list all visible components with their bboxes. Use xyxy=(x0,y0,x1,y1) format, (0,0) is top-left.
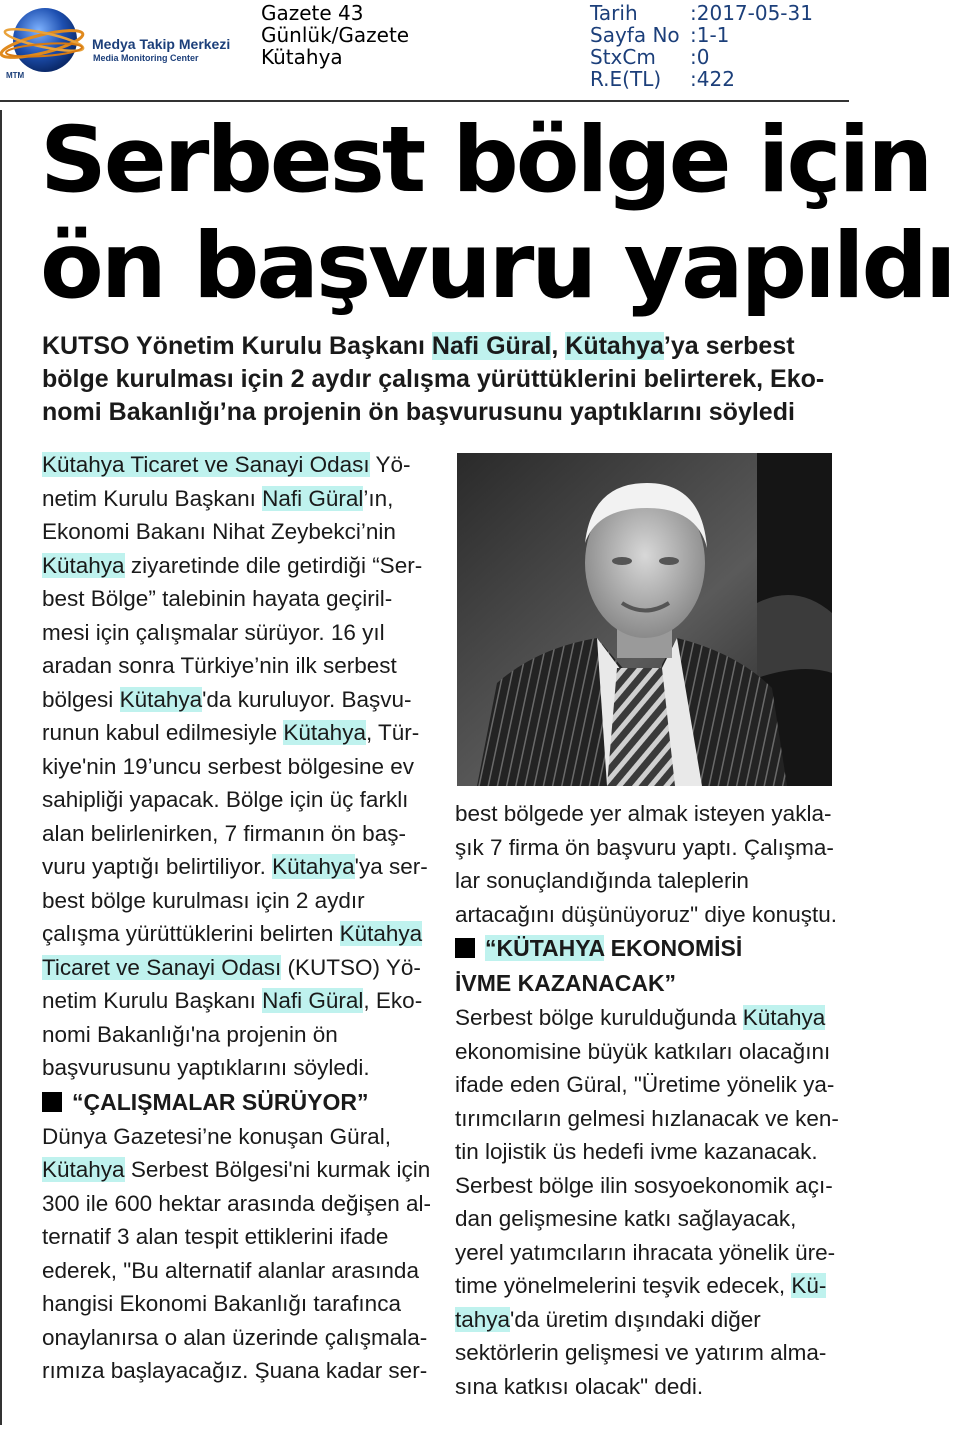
highlight-name: Nafi Güral xyxy=(431,332,552,360)
text-line: Kütahya ziyaretinde dile getirdiği “Ser- xyxy=(42,552,423,578)
text-line: best Bölge” talebinin hayata geçiril- xyxy=(42,586,393,611)
portrait-photo xyxy=(457,453,832,786)
highlight-city: Kütahya xyxy=(565,332,664,360)
text-line: netim Kurulu Başkanı Nafi Güral’ın, xyxy=(42,485,394,511)
clipping-header xyxy=(0,0,849,100)
clipping-border-left xyxy=(0,110,2,1425)
bullet-square-icon xyxy=(455,938,475,958)
medya-takip-merkezi-logo xyxy=(0,0,260,90)
text-line: şık 7 firma ön başvuru yaptı. Çalışma- xyxy=(455,834,834,860)
text-line: onaylanırsa o alan üzerinde çalışmala- xyxy=(42,1324,428,1350)
header-divider xyxy=(0,100,849,102)
text-line: alan belirlenirken, 7 firmanın ön baş- xyxy=(42,820,406,846)
meta-row-stxcm: StxCm :0 xyxy=(590,45,710,69)
text-line: rımıza başlayacağız. Şuana kadar ser- xyxy=(42,1358,428,1383)
text-line: netim Kurulu Başkanı Nafi Güral, Eko- xyxy=(42,988,423,1013)
text-line: dan gelişmesine katkı sağlayacak, xyxy=(455,1206,797,1231)
text-line: Kütahya Serbest Bölgesi'ni kurmak için xyxy=(42,1157,431,1182)
text-line: çalışma yürüttüklerini belirten Kütahya xyxy=(42,921,423,946)
text-line: ederek, "Bu alternatif alanlar arasında xyxy=(42,1257,419,1283)
lede-line-3: nomi Bakanlığı’na projenin ön başvurusunu yaptıklarını söyledi xyxy=(42,398,795,426)
text-line: sektörlerin gelişmesi ve yatırım alma- xyxy=(455,1340,827,1365)
text-line: yerel yatımcıların ihracata yönelik üre- xyxy=(455,1239,836,1265)
text-line: 300 ile 600 hektar arasında değişen al- xyxy=(42,1190,432,1216)
publication-info xyxy=(261,2,409,68)
text-line: sahipliği yapacak. Bölge için üç farklı xyxy=(42,787,409,812)
text-line: best bölgede yer almak isteyen yakla- xyxy=(455,801,832,826)
text-line: Dünya Gazetesi’ne konuşan Güral, xyxy=(42,1123,391,1149)
publication-name: Gazete 43 xyxy=(261,1,364,25)
text-line: runun kabul edilmesiyle Kütahya, Tür- xyxy=(42,720,420,745)
text-line: ternatif 3 alan tespit ettiklerini ifade xyxy=(42,1224,389,1249)
headline-line-2: ön başvuru yapıldı xyxy=(40,214,954,319)
svg-text:Medya Takip Merkezi: Medya Takip Merkezi xyxy=(92,36,231,52)
meta-row-ad-value: R.E(TL) :422 xyxy=(590,67,735,91)
subheading-calismalar: “ÇALIŞMALAR SÜRÜYOR” xyxy=(42,1085,432,1120)
text-line: artacağını düşünüyoruz" diye konuştu. xyxy=(455,901,837,927)
subheading-kutahya-ekonomisi: “KÜTAHYA EKONOMİSİ xyxy=(455,931,840,966)
bullet-square-icon xyxy=(42,1092,62,1112)
svg-text:MTM: MTM xyxy=(6,71,25,80)
text-line: mesi için çalışmalar sürüyor. 16 yıl xyxy=(42,619,385,645)
subheading-ivme-kazanacak: İVME KAZANACAK” xyxy=(455,970,677,996)
text-line: başvurusunu yaptıklarını söyledi. xyxy=(42,1055,370,1080)
text-line: tin lojistik üs hedefi ivme kazanacak. xyxy=(455,1139,818,1164)
svg-text:Media Monitoring Center: Media Monitoring Center xyxy=(93,53,199,63)
text-line: vuru yaptığı belirtiliyor. Kütahya'ya ser- xyxy=(42,854,428,879)
meta-row-page: Sayfa No :1-1 xyxy=(590,23,730,47)
text-line: tahya'da üretim dışındaki diğer xyxy=(455,1306,761,1332)
lede-line-2: bölge kurulması için 2 aydır çalışma yürüttüklerini belirterek, Eko- xyxy=(42,365,825,393)
text-line: Serbest bölge kurulduğunda Kütahya xyxy=(455,1005,826,1030)
text-line: tırımcıların gelmesi hızlanacak ve ken- xyxy=(455,1105,839,1131)
text-line: aradan sonra Türkiye’nin ilk serbest xyxy=(42,653,397,678)
text-line: bölgesi Kütahya'da kuruluyor. Başvu- xyxy=(42,686,412,712)
article-lede xyxy=(42,330,832,429)
meta-row-date: Tarih :2017-05-31 xyxy=(590,1,813,25)
text-line: Kütahya Ticaret ve Sanayi Odası Yö- xyxy=(42,452,411,477)
text-line: lar sonuçlandığında taleplerin xyxy=(455,868,749,893)
text-line: Serbest bölge ilin sosyoekonomik açı- xyxy=(455,1172,833,1198)
text-line: ekonomisine büyük katkıları olacağını xyxy=(455,1038,831,1064)
headline-line-1: Serbest bölge için xyxy=(40,108,931,213)
article-headline xyxy=(40,108,954,320)
text-line: nomi Bakanlığı'na projenin ön xyxy=(42,1021,338,1047)
text-line: hangisi Ekonomi Bakanlığı tarafınca xyxy=(42,1291,401,1316)
article-column-left xyxy=(42,448,432,1388)
text-line: time yönelmelerini teşvik edecek, Kü- xyxy=(455,1273,827,1298)
text-line: kiye'nin 19’uncu serbest bölgesine ev xyxy=(42,753,415,779)
text-line: Ticaret ve Sanayi Odası (KUTSO) Yö- xyxy=(42,954,421,980)
article-column-right xyxy=(455,797,840,1403)
text-line: ifade eden Güral, "Üretime yönelik ya- xyxy=(455,1072,835,1097)
text-line: best bölge kurulması için 2 aydır xyxy=(42,887,365,913)
lede-line-1: KUTSO Yönetim Kurulu Başkanı Nafi Güral, Kütahya’ya serbest xyxy=(42,332,795,360)
text-line: Ekonomi Bakanı Nihat Zeybekci’nin xyxy=(42,519,396,544)
text-line: sına katkısı olacak" dedi. xyxy=(455,1373,704,1399)
clipping-meta xyxy=(590,2,813,90)
publication-type: Günlük/Gazete xyxy=(261,23,410,47)
publication-city: Kütahya xyxy=(261,45,343,69)
